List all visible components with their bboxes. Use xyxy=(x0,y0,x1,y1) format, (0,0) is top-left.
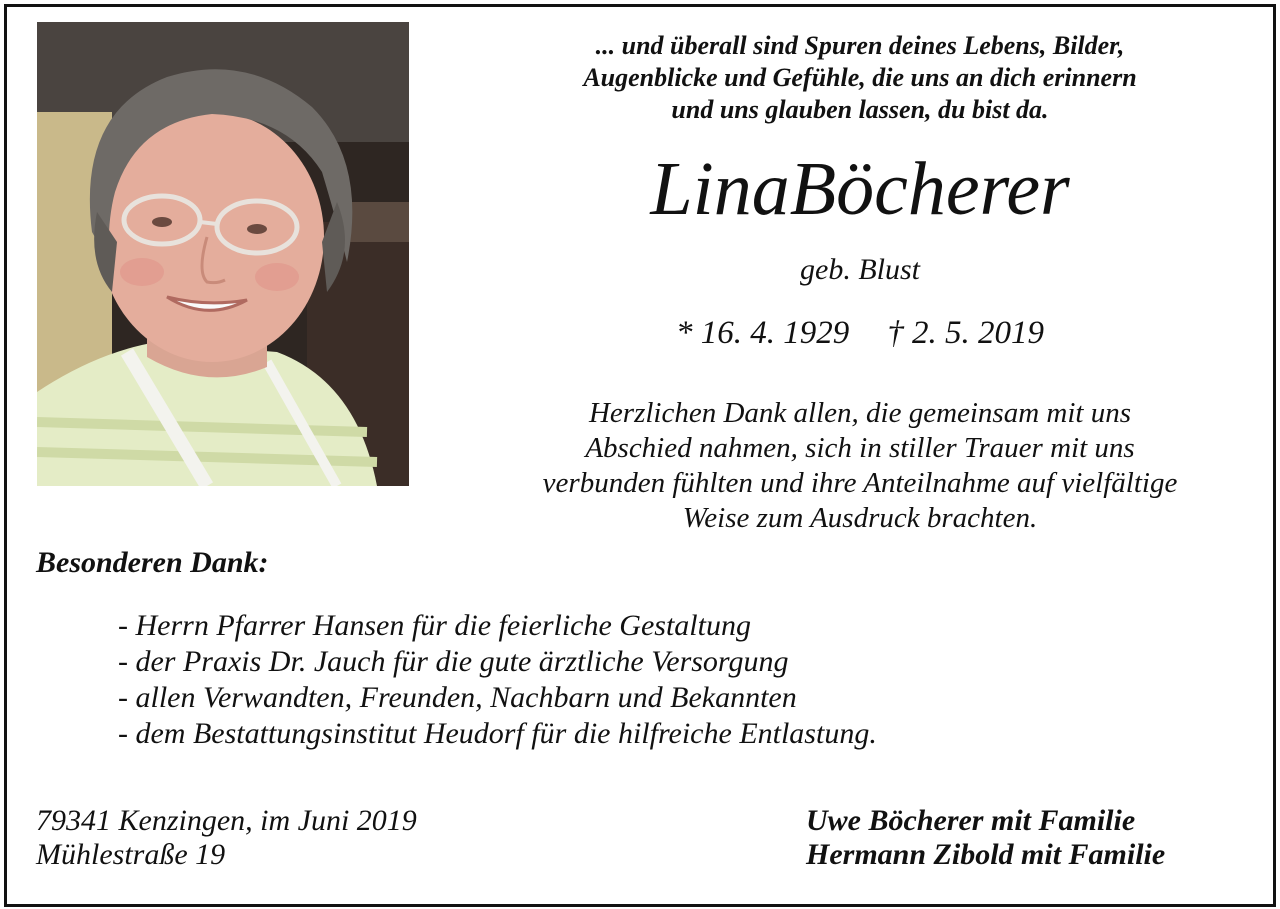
thanks-line-2: Abschied nahmen, sich in stiller Trauer mit uns xyxy=(585,432,1135,464)
portrait-photo xyxy=(37,22,409,486)
quote-line-1: ... und überall sind Spuren deines Lebens, Bilder, xyxy=(595,31,1125,60)
signer-2: Hermann Zibold mit Familie xyxy=(806,838,1166,871)
birth-name: geb. Blust xyxy=(800,253,920,286)
life-dates xyxy=(430,313,1280,353)
signer-1: Uwe Böcherer mit Familie xyxy=(806,804,1136,837)
thanks-paragraph xyxy=(430,396,1280,536)
thanks-line-1: Herzlichen Dank allen, die gemeinsam mit uns xyxy=(588,397,1132,429)
list-item: - Herrn Pfarrer Hansen für die feierliche Gestaltung xyxy=(118,609,751,642)
deceased-name: LinaBöcherer xyxy=(650,147,1070,231)
list-item: - dem Bestattungsinstitut Heudorf für die hilfreiche Entlastung. xyxy=(118,717,877,750)
signers xyxy=(806,804,1165,872)
quote-line-2: Augenblicke und Gefühle, die uns an dich erinnern xyxy=(583,63,1137,92)
thanks-line-3: verbunden fühlten und ihre Anteilnahme auf vielfältige xyxy=(542,467,1178,499)
list-item: - allen Verwandten, Freunden, Nachbarn und Bekannten xyxy=(118,681,797,714)
quote-line-3: und uns glauben lassen, du bist da. xyxy=(671,95,1049,124)
place-and-date xyxy=(36,804,417,872)
place-line-2: Mühlestraße 19 xyxy=(36,838,226,871)
place-line-1: 79341 Kenzingen, im Juni 2019 xyxy=(36,804,417,837)
special-thanks-list xyxy=(118,608,877,752)
birth-date: * 16. 4. 1929 xyxy=(676,315,850,351)
death-date: † 2. 5. 2019 xyxy=(887,315,1044,351)
list-item: - der Praxis Dr. Jauch für die gute ärztliche Versorgung xyxy=(118,645,789,678)
thanks-line-4: Weise zum Ausdruck brachten. xyxy=(682,502,1038,534)
memorial-quote xyxy=(430,30,1280,126)
special-thanks-heading: Besonderen Dank: xyxy=(36,546,269,579)
